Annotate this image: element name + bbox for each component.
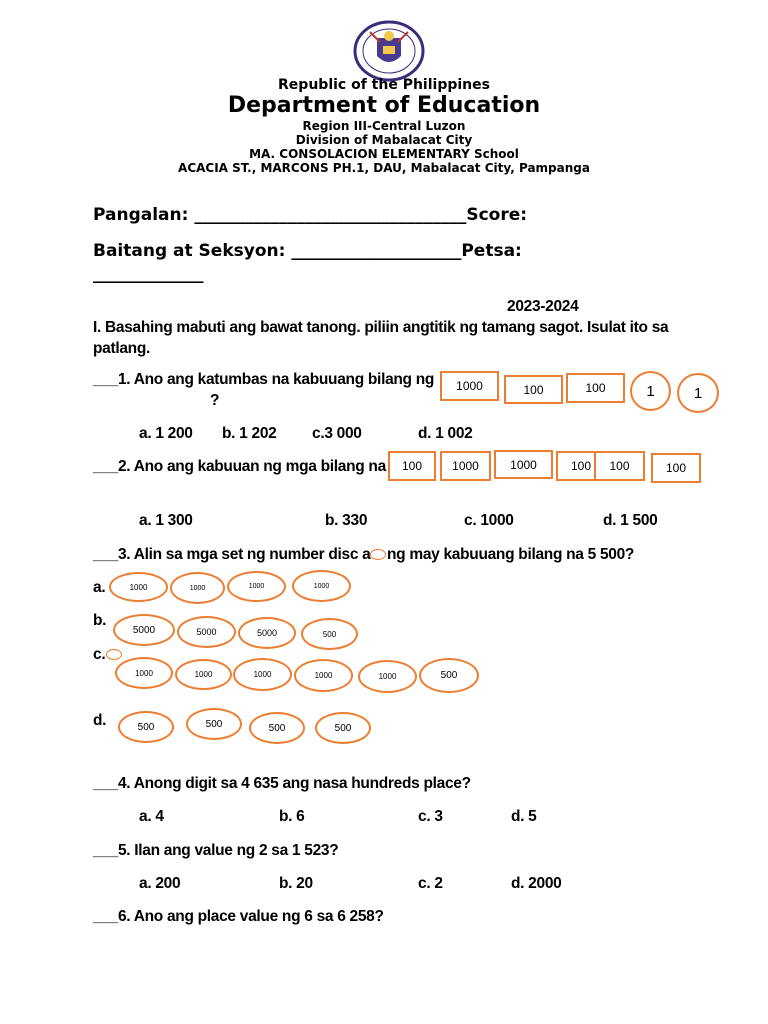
grade-date-line: Baitang at Seksyon: ____________________Petsa: [93,241,522,261]
question-3-continued: ng may kabuuang bilang na 5 500? [387,546,635,563]
question-4: ___4. Anong digit sa 4 635 ang nasa hundreds place? [93,775,471,792]
number-disc: 500 [315,712,371,744]
place-value-block: 1000 [494,450,553,479]
q2-choice-d: d. 1 500 [603,512,658,529]
q4-choice-d: d. 5 [511,808,537,825]
number-disc: 1000 [115,657,173,689]
school-year: 2023-2024 [507,298,579,315]
number-disc: 1000 [233,658,292,691]
ones-disc: 1 [677,373,719,413]
q1-choice-d: d. 1 002 [418,425,473,442]
number-disc: 1000 [294,659,353,692]
number-disc: 1000 [227,571,286,602]
q3-option-d-label: d. [93,712,107,729]
place-value-block: 100 [651,453,701,483]
q5-choice-b: b. 20 [279,875,313,892]
number-disc: 500 [301,618,358,650]
number-disc: 500 [249,712,305,744]
place-value-block: 100 [504,375,563,404]
question-1: ___1. Ano ang katumbas na kabuuang bilang ng [93,371,435,388]
q5-choice-a: a. 200 [139,875,181,892]
number-disc: 500 [419,658,479,693]
number-disc: 1000 [170,572,225,604]
region-line: Region III-Central Luzon [302,119,466,133]
q4-choice-c: c. 3 [418,808,443,825]
place-value-block: 1000 [440,371,499,401]
q4-choice-a: a. 4 [139,808,164,825]
question-2: ___2. Ano ang kabuuan ng mga bilang na [93,458,386,475]
place-value-block: 100 [594,451,645,481]
q2-choice-a: a. 1 300 [139,512,193,529]
place-value-block: 100 [388,451,436,481]
q1-choice-c: c.3 000 [312,425,362,442]
q3-option-b-label: b. [93,612,107,629]
number-disc: 500 [118,711,174,743]
q3-option-c-label: c. [93,646,106,663]
q5-choice-c: c. 2 [418,875,443,892]
instructions: I. Basahing mabuti ang bawat tanong. piliin angtitik ng tamang sagot. Isulat ito sa patlang. [93,319,669,357]
number-disc: 500 [186,708,242,740]
place-value-block: 100 [556,451,606,481]
ones-disc: 1 [630,371,671,411]
q3-option-a-label: a. [93,579,106,596]
number-disc: 5000 [113,614,175,646]
question-6: ___6. Ano ang place value ng 6 sa 6 258? [93,908,384,925]
question-3: ___3. Alin sa mga set ng number disc a [93,546,371,563]
number-disc: 5000 [238,617,296,649]
q5-choice-d: d. 2000 [511,875,562,892]
name-score-line: Pangalan: ________________________________Score: [93,205,528,225]
q4-choice-b: b. 6 [279,808,305,825]
q1-choice-a: a. 1 200 [139,425,193,442]
place-value-block: 1000 [440,451,491,481]
date-blank-line: _____________ [93,264,204,284]
question-5: ___5. Ilan ang value ng 2 sa 1 523? [93,842,339,859]
small-disc-icon [370,549,386,560]
small-disc-icon [106,649,122,660]
school-name: MA. CONSOLACION ELEMENTARY School [249,147,519,161]
school-address: ACACIA ST., MARCONS PH.1, DAU, Mabalacat City, Pampanga [178,161,590,175]
division-line: Division of Mabalacat City [295,133,473,147]
number-disc: 1000 [358,660,417,693]
number-disc: 1000 [175,659,232,690]
number-disc: 1000 [292,570,351,602]
republic-heading: Republic of the Philippines [278,77,490,93]
q2-choice-c: c. 1000 [464,512,514,529]
department-title: Department of Education [227,93,541,118]
question-1-qmark: ? [210,392,220,409]
deped-seal-logo [352,20,426,82]
q2-choice-b: b. 330 [325,512,368,529]
q1-choice-b: b. 1 202 [222,425,277,442]
number-disc: 1000 [109,572,168,602]
number-disc: 5000 [177,616,236,648]
place-value-block: 100 [566,373,625,403]
